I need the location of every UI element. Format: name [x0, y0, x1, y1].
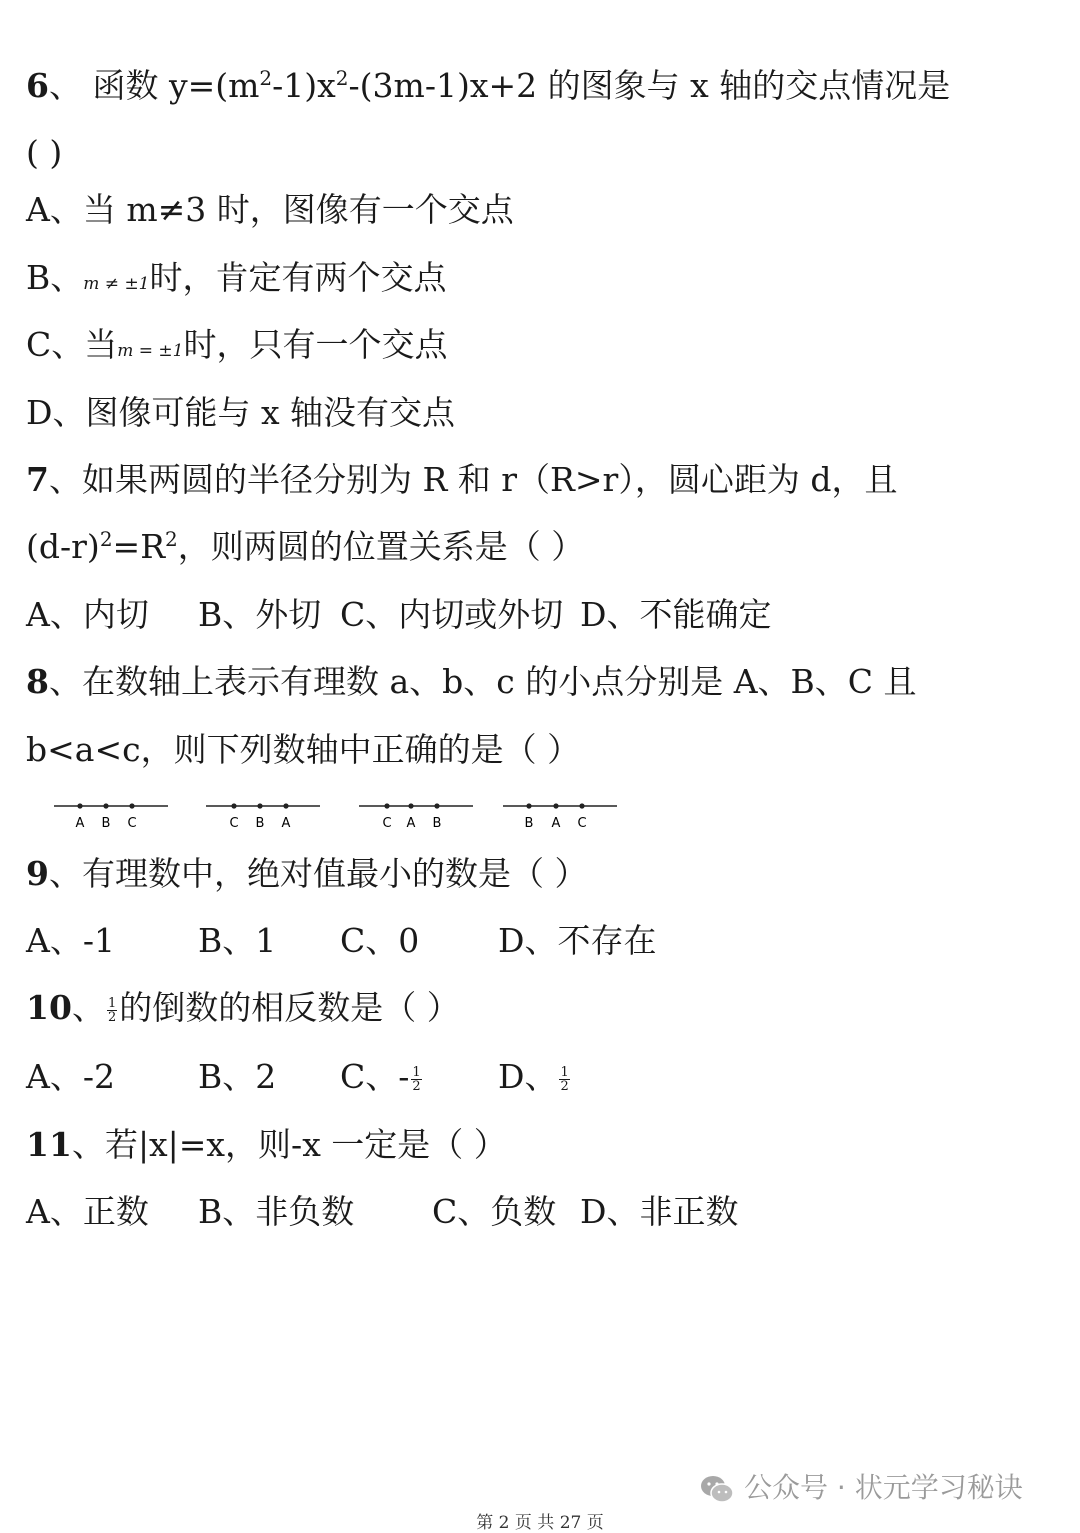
q9-option-c: C、0: [340, 921, 420, 960]
q7-option-c: C、内切或外切: [340, 595, 564, 634]
q11-option-a: A、正数: [26, 1192, 149, 1231]
q9-option-d: D、不存在: [498, 921, 657, 960]
axis-label: A: [75, 816, 85, 831]
axis-label: C: [382, 816, 392, 831]
q10-option-b: B、2: [198, 1057, 277, 1096]
q9-number: 9: [26, 854, 49, 893]
watermark: [700, 1466, 1023, 1506]
q6-answer-paren: ( ): [26, 133, 63, 172]
q11-number: 11: [26, 1125, 72, 1164]
axis-label: A: [281, 816, 291, 831]
fraction-one-half: $\frac{1}{2}$: [412, 1064, 421, 1094]
q7-stem-line1: 7、如果两圆的半径分别为 R 和 r（R>r），圆心距为 d，且: [26, 460, 898, 499]
q7-option-a: A、内切: [26, 595, 149, 634]
axis-label: B: [524, 816, 534, 831]
q6-number: 6: [26, 66, 49, 105]
q11-stem: 11、若|x|=x，则-x 一定是（ ）: [26, 1125, 507, 1164]
q6-stem: 6、 函数 $y=(m^2-1)x^2-(3m-1)x+2$ 的图象与 x 轴的交点情况是: [26, 66, 951, 105]
q8-stem-line2: b<a<c，则下列数轴中正确的是（ ）: [26, 730, 581, 769]
q10-stem: 10、 $\frac{1}{2}$ 的倒数的相反数是（ ）: [26, 988, 460, 1027]
q11-option-c: C、负数: [432, 1192, 557, 1231]
q8-stem-line1: 8、在数轴上表示有理数 a、b、c 的小点分别是 A、B、C 且: [26, 662, 917, 701]
q8-number: 8: [26, 662, 49, 701]
q11-option-b: B、非负数: [198, 1192, 355, 1231]
axis-label: B: [432, 816, 442, 831]
q9-option-a: A、-1: [26, 921, 115, 960]
q6-option-d: D、图像可能与 x 轴没有交点: [26, 393, 456, 432]
axis-label: A: [551, 816, 561, 831]
watermark-text: 公众号 · 状元学习秘诀: [744, 1471, 1023, 1504]
axis-label: C: [127, 816, 137, 831]
q6-option-c: C、当m = ±1时，只有一个交点: [26, 325, 448, 364]
q7-option-b: B、外切: [198, 595, 322, 634]
q9-option-b: B、1: [198, 921, 277, 960]
fraction-one-half: $\frac{1}{2}$: [107, 995, 117, 1025]
axis-label: A: [406, 816, 416, 831]
q9-stem: 9、有理数中，绝对值最小的数是（ ）: [26, 854, 588, 893]
q7-stem-line2: $(d-r)^2=R^2$，则两圆的位置关系是（ ）: [26, 527, 585, 566]
q10-number: 10: [26, 988, 72, 1027]
number-line-d: [501, 796, 619, 836]
q10-option-a: A、-2: [26, 1057, 115, 1096]
q6-option-a: A、当 m≠3 时，图像有一个交点: [26, 190, 514, 229]
number-line-b: [204, 796, 322, 836]
page-footer: 第 2 页 共 27 页: [476, 1513, 604, 1533]
q6-option-b: B、m ≠ ±1时，肯定有两个交点: [26, 258, 447, 297]
axis-label: C: [229, 816, 239, 831]
number-line-a: [52, 796, 170, 836]
q10-option-d: D、 $\frac{1}{2}$: [498, 1057, 569, 1096]
axis-label: B: [101, 816, 111, 831]
q11-option-d: D、非正数: [580, 1192, 739, 1231]
axis-label: B: [255, 816, 265, 831]
wechat-icon: [700, 1474, 734, 1504]
axis-label: C: [577, 816, 587, 831]
q10-option-c: C、- $\frac{1}{2}$: [340, 1057, 421, 1096]
fraction-one-half: $\frac{1}{2}$: [560, 1064, 569, 1094]
number-line-c: [357, 796, 475, 836]
q7-number: 7: [26, 460, 49, 499]
q7-option-d: D、不能确定: [580, 595, 772, 634]
